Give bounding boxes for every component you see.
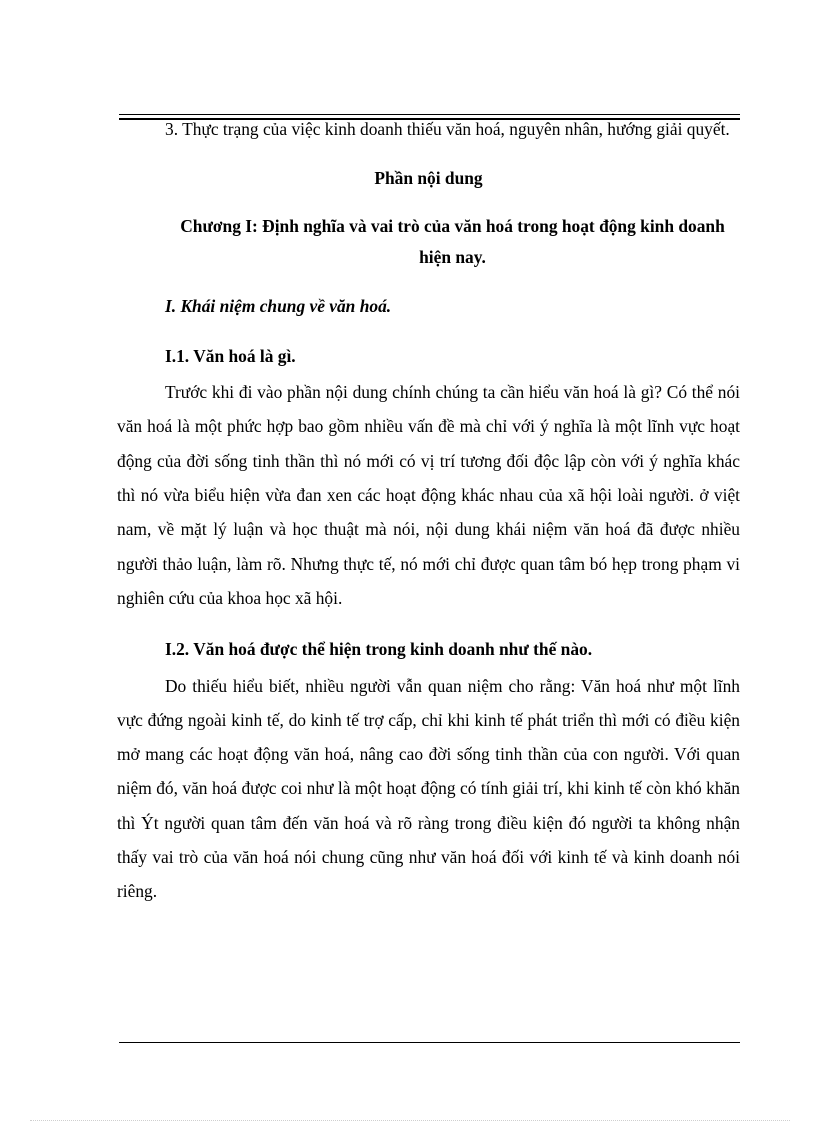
footer-rule bbox=[119, 1042, 740, 1043]
continuation-paragraph: 3. Thực trạng của việc kinh doanh thiếu văn hoá, nguyên nhân, hướng giải quyết. bbox=[165, 119, 730, 139]
part-title: Phần nội dung bbox=[374, 168, 483, 189]
page-edge-dots bbox=[30, 1120, 790, 1121]
subsection-1-title: I.1. Văn hoá là gì. bbox=[165, 345, 296, 366]
page-content bbox=[117, 112, 740, 909]
subsection-2-title: I.2. Văn hoá được thể hiện trong kinh doanh như thế nào. bbox=[165, 639, 593, 660]
paragraph-1: Trước khi đi vào phần nội dung chính chúng ta cần hiểu văn hoá là gì? Có thể nói văn hoá là một phức hợp bao gồm nhiều vấn đề mà chỉ với ý nghĩa là một lĩnh vực hoạt động của đời sống tinh thần thì nó mới có vị trí tương đối độc lập còn với ý nghĩa khác thì nó vừa biểu hiện vừa đan xen các hoạt động khác nhau của xã hội loài người. ở việt nam, về mặt lý luận và học thuật mà nói, nội dung khái niệm văn hoá đã được nhiều người thảo luận, làm rõ. Nhưng thực tế, nó mới chỉ được quan tâm bó hẹp trong phạm vi nghiên cứu của khoa học xã hội. bbox=[117, 382, 740, 608]
section-title: I. Khái niệm chung về văn hoá. bbox=[165, 295, 392, 316]
paragraph-2: Do thiếu hiểu biết, nhiều người vẫn quan niệm cho rằng: Văn hoá như một lĩnh vực đứng ngoài kinh tế, do kinh tế trợ cấp, chỉ khi kinh tế phát triển thì mới có điều kiện mở mang các hoạt động văn hoá, nâng cao đời sống tinh thần của con người. Với quan niệm đó, văn hoá được coi như là một hoạt động có tính giải trí, khi kinh tế còn khó khăn thì Ýt người quan tâm đến văn hoá và rõ ràng trong điều kiện đó người ta không nhận thấy vai trò của văn hoá nói chung cũng như văn hoá đối với kinh tế và kinh doanh nói riêng. bbox=[117, 675, 740, 902]
chapter-title: Chương I: Định nghĩa và vai trò của văn hoá trong hoạt động kinh doanh hiện nay. bbox=[180, 215, 725, 267]
